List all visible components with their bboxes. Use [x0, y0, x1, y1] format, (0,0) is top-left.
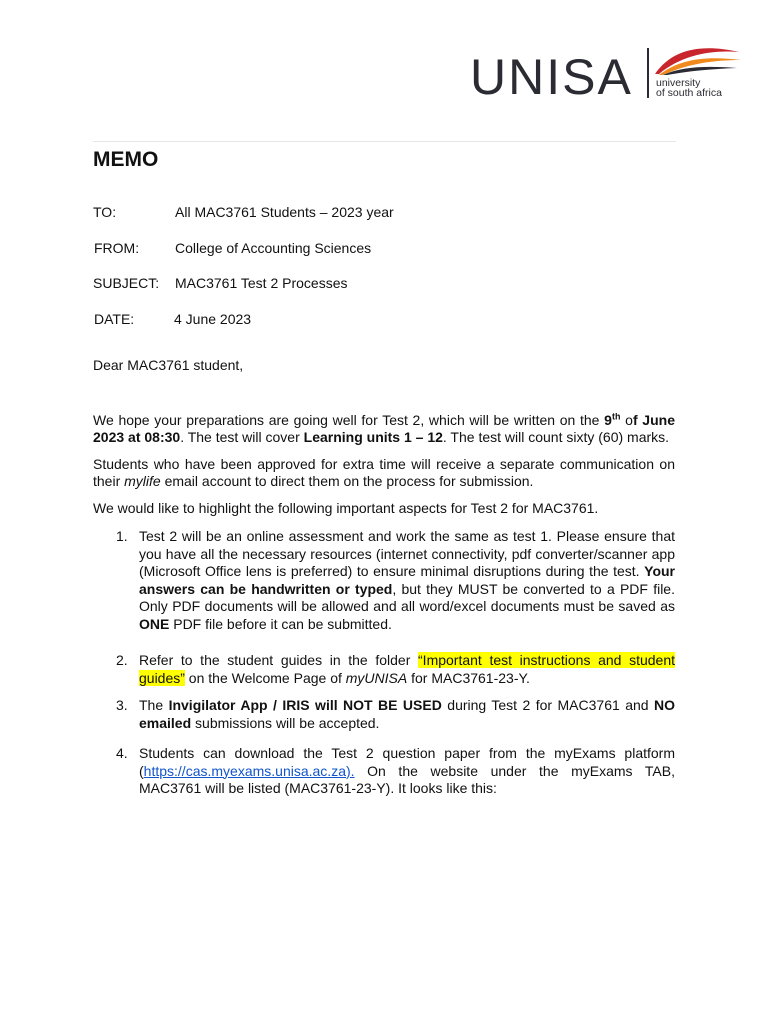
- item3-text-2: during Test 2 for MAC3761 and: [441, 697, 655, 713]
- item1-text-3: PDF file before it can be submitted.: [169, 615, 392, 632]
- para1-bold-units: Learning units 1 – 12: [303, 429, 443, 445]
- subject-value: MAC3761 Test 2 Processes: [175, 275, 348, 291]
- list-item-text: [139, 745, 675, 798]
- date-label: DATE:: [94, 311, 135, 327]
- to-label: TO:: [93, 204, 117, 220]
- item2-italic-myunisa: myUNISA: [345, 669, 408, 686]
- logo-subtitle: [656, 78, 722, 98]
- list-number: 2.: [116, 652, 128, 668]
- paragraph-highlight: We would like to highlight the following important aspects for Test 2 for MAC3761.: [93, 500, 599, 516]
- para1-bold-date: f June 2023 at 08:30: [93, 412, 675, 445]
- para2-text-2: email account to direct them on the process for submission.: [160, 473, 534, 489]
- header-divider: [93, 141, 676, 142]
- item1-text-1: Test 2 will be an online assessment and work the same as test 1. Please ensure that you have all the necessary resources (internet connectivity, pdf converter/scanner app (Microsoft Office lens is preferred) to ensure minimal disruptions during the test.: [139, 528, 675, 579]
- logo-sub-line1: university: [656, 77, 701, 89]
- para1-superscript: th: [611, 411, 621, 422]
- from-value: College of Accounting Sciences: [175, 240, 372, 256]
- item3-bold-invigilator: Invigilator App / IRIS will NOT BE USED: [168, 697, 442, 713]
- item1-bold-one: ONE: [139, 615, 170, 632]
- para1-bold-day: 9: [604, 412, 612, 428]
- item2-highlighted-folder: “Important test instructions and student guides”: [139, 652, 676, 686]
- para1-text-1: We hope your preparations are going well for Test 2, which will be written on the: [93, 412, 605, 428]
- para1-text-2: o: [620, 412, 633, 428]
- paragraph-test-date: [93, 412, 675, 446]
- paragraph-extra-time: [93, 456, 675, 490]
- para1-text-3: . The test will cover: [180, 429, 304, 445]
- item4-text-1: Students can download the Test 2 question paper from the myExams platform (: [139, 745, 675, 779]
- list-item-text: [139, 652, 675, 687]
- para2-italic-mylife: mylife: [124, 473, 161, 489]
- para1-text-4: . The test will count sixty (60) marks.: [442, 429, 670, 445]
- subject-label: SUBJECT:: [93, 275, 160, 291]
- logo-swoosh-icon: [653, 44, 743, 78]
- to-value: All MAC3761 Students – 2023 year: [175, 204, 394, 220]
- list-number: 1.: [116, 528, 128, 544]
- memo-title: MEMO: [93, 148, 159, 171]
- item2-text-3: for MAC3761-23-Y.: [407, 669, 530, 686]
- from-label: FROM:: [94, 240, 140, 256]
- item3-text-1: The: [139, 697, 169, 713]
- item1-text-2: , but they MUST be converted to a PDF file. Only PDF documents will be allowed and all word/excel documents must be saved as: [139, 580, 675, 614]
- logo-wordmark: UNISA: [470, 49, 633, 105]
- greeting: Dear MAC3761 student,: [93, 357, 244, 373]
- item4-text-2: On the website under the myExams TAB, MAC3761 will be listed (MAC3761-23-Y). It looks like this:: [139, 762, 675, 796]
- item2-text-2: on the Welcome Page of: [184, 669, 346, 686]
- myexams-link[interactable]: https://cas.myexams.unisa.ac.za).: [143, 762, 355, 779]
- list-item-text: [139, 528, 675, 633]
- item3-bold-no-emailed: NO emailed: [139, 697, 676, 731]
- list-number: 3.: [116, 697, 128, 713]
- item1-bold-answers: Your answers can be handwritten or typed: [139, 563, 675, 597]
- logo-sub-line2: of south africa: [656, 87, 722, 99]
- para2-text-1: Students who have been approved for extra time will receive a separate communication on their: [93, 456, 675, 489]
- item2-text-1: Refer to the student guides in the folder: [139, 652, 419, 668]
- list-number: 4.: [116, 745, 128, 761]
- list-item-text: [139, 697, 675, 732]
- date-value: 4 June 2023: [174, 311, 252, 327]
- logo-divider: [647, 48, 649, 98]
- item3-text-3: submissions will be accepted.: [191, 714, 380, 731]
- unisa-logo: [470, 44, 745, 104]
